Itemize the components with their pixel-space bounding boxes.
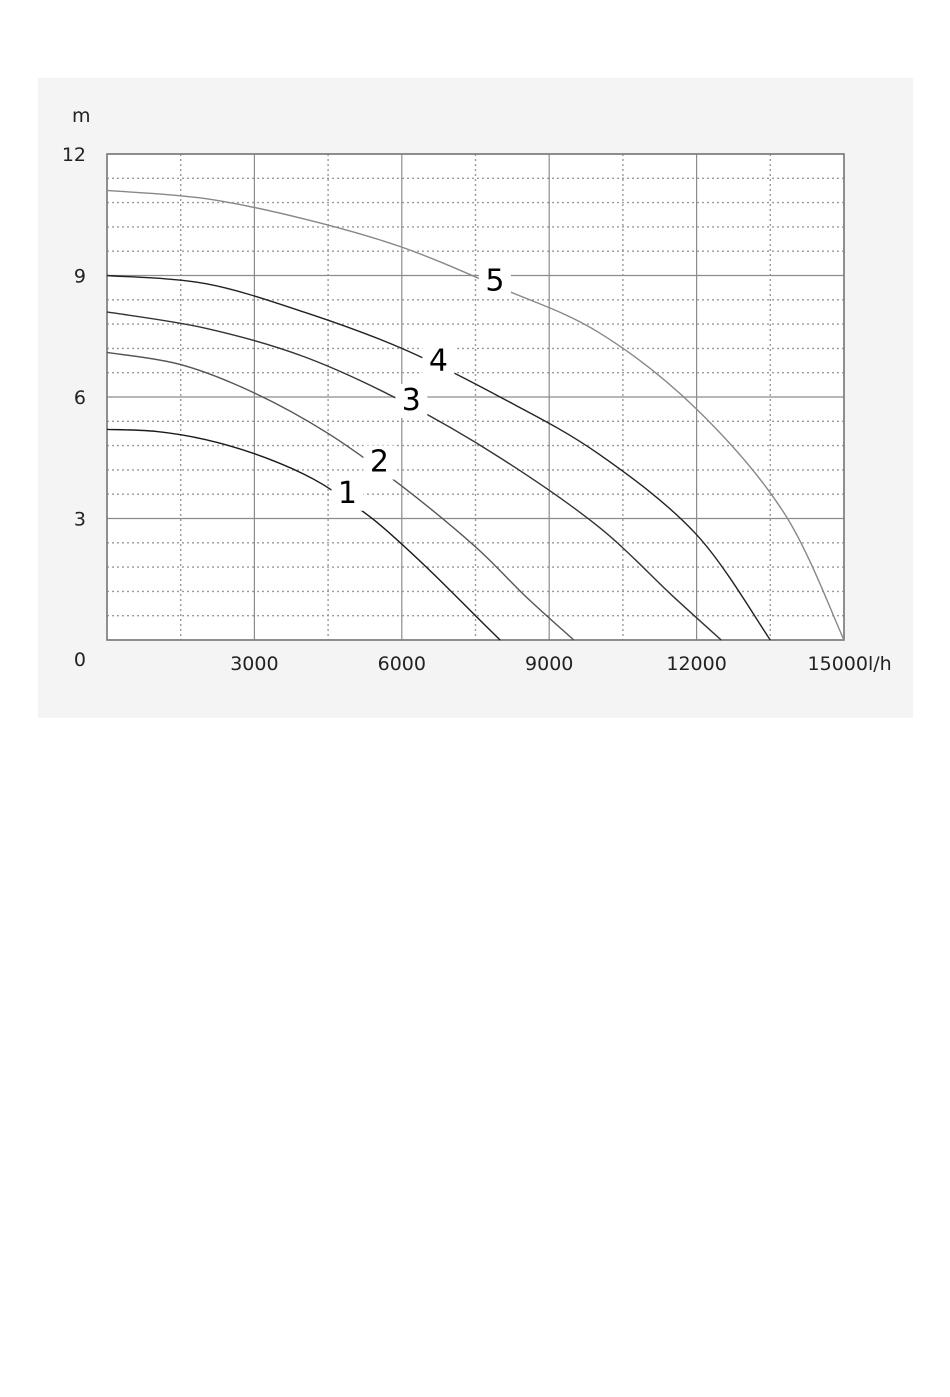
x-unit-label: l/h [868, 653, 892, 675]
y-tick-label: 3 [73, 508, 86, 531]
series-label-2: 2 [369, 444, 389, 480]
x-tick-label: 3000 [230, 653, 279, 675]
pump-curve-chart [38, 78, 913, 718]
grid-layer [107, 154, 844, 640]
y-tick-label: 12 [61, 144, 86, 166]
x-tick-label: 12000 [666, 653, 727, 675]
series-label-4: 4 [428, 343, 448, 379]
y-tick-label: 0 [73, 649, 86, 671]
series-label-1: 1 [337, 475, 358, 511]
series-label-3: 3 [401, 382, 421, 418]
series-label-5: 5 [485, 263, 505, 299]
y-tick-label: 9 [73, 265, 86, 288]
y-unit-label: m [72, 105, 91, 127]
x-tick-label: 15000 [807, 653, 868, 675]
x-tick-label: 6000 [377, 653, 426, 675]
y-tick-label: 6 [73, 387, 86, 409]
x-tick-label: 9000 [525, 653, 574, 675]
chart-panel [38, 78, 913, 718]
